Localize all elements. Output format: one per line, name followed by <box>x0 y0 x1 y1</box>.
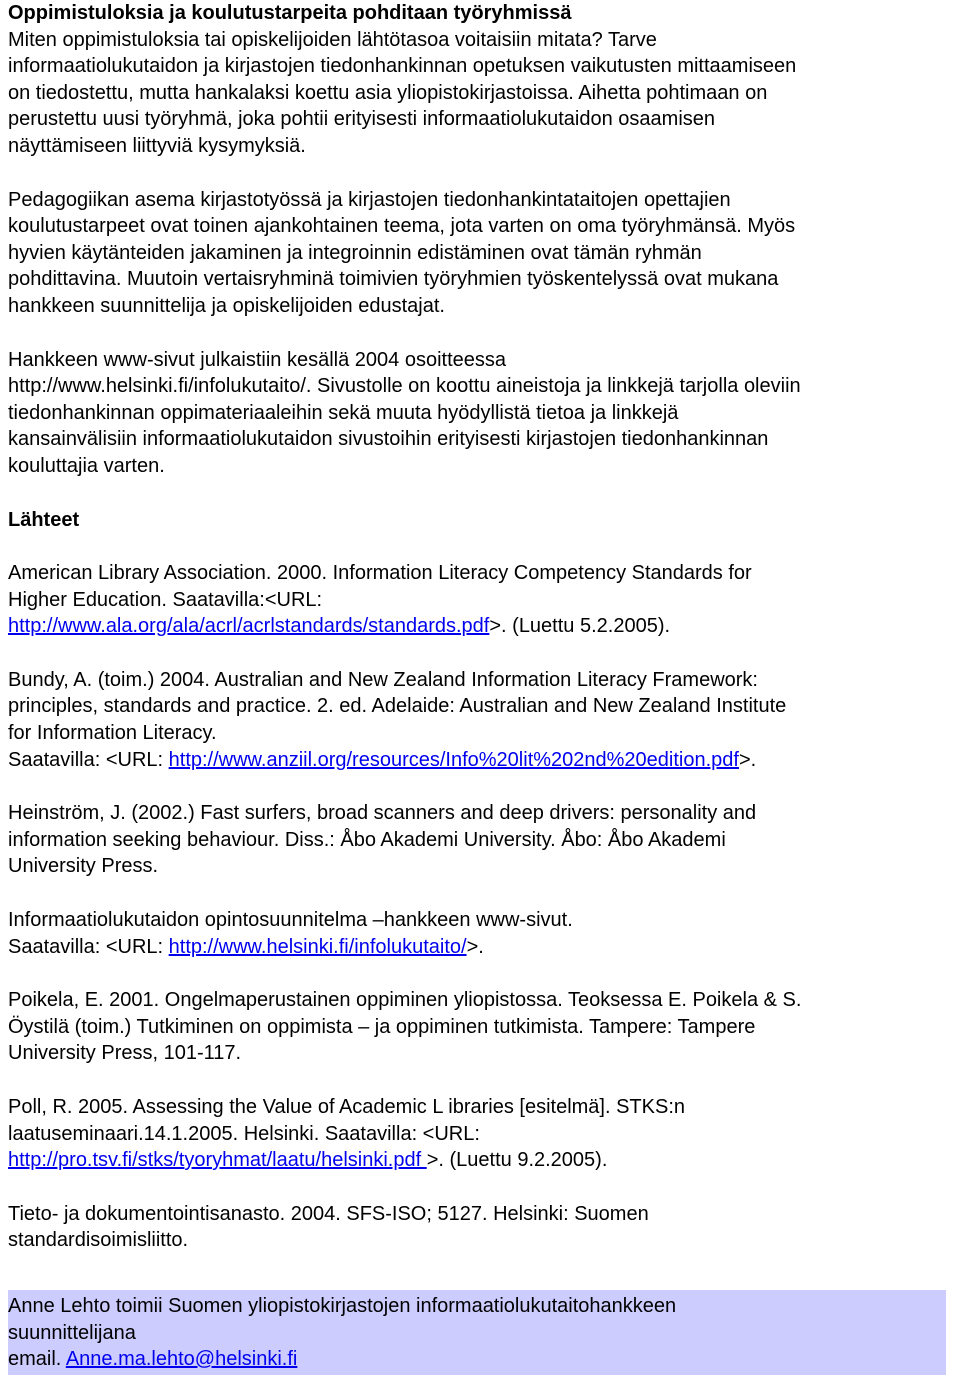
text-line: tiedonhankinnan oppimateriaaleihin sekä muuta hyödyllistä tietoa ja linkkejä <box>8 401 679 424</box>
text-line <box>8 747 952 774</box>
text-line: University Press, 101-117. <box>8 1042 242 1065</box>
email-link[interactable]: Anne.ma.lehto@helsinki.fi <box>65 1348 298 1371</box>
spacer <box>8 480 952 507</box>
paragraph-website <box>8 347 952 480</box>
spacer <box>8 880 952 907</box>
text-line: on tiedostettu, mutta hankalaksi koettu asia yliopistokirjastoissa. Aihetta pohtimaan on <box>8 81 768 104</box>
text-line: kouluttajia varten. <box>8 454 165 477</box>
text-line <box>8 613 952 640</box>
text-fragment: Saatavilla: <URL: <box>8 935 169 958</box>
stks-link[interactable]: http://pro.tsv.fi/stks/tyoryhmat/laatu/helsinki.pdf <box>8 1149 427 1172</box>
text-fragment: >. <box>466 935 484 958</box>
reference-ala <box>8 560 952 640</box>
text-fragment: >. <box>738 748 757 771</box>
author-line: Anne Lehto toimii Suomen yliopistokirjastojen informaatiolukutaitohankkeen <box>8 1295 677 1317</box>
ala-link[interactable]: http://www.ala.org/ala/acrl/acrlstandards/standards.pdf <box>8 615 490 638</box>
text-line: Poikela, E. 2001. Ongelmaperustainen oppiminen yliopistossa. Teoksessa E. Poikela & S. <box>8 989 802 1012</box>
author-email-line <box>8 1346 946 1373</box>
text-line: Öystilä (toim.) Tutkiminen on oppimista – ja oppiminen tutkimista. Tampere: Tampere <box>8 1015 756 1038</box>
paragraph-pedagogy <box>8 187 952 320</box>
text-fragment: >. (Luettu 9.2.2005). <box>426 1149 608 1172</box>
text-line: for Information Literacy. <box>8 722 217 745</box>
article-heading: Oppimistuloksia ja koulutustarpeita pohditaan työryhmissä <box>8 2 572 24</box>
text-line: näyttämiseen liittyviä kysymyksiä. <box>8 134 306 157</box>
text-line: Bundy, A. (toim.) 2004. Australian and New Zealand Information Literacy Framework: <box>8 668 758 691</box>
text-line: hyvien käytänteiden jakaminen ja integroinnin edistäminen ovat tämän ryhmän <box>8 241 702 264</box>
text-line: laatuseminaari.14.1.2005. Helsinki. Saatavilla: <URL: <box>8 1122 480 1145</box>
spacer <box>8 640 952 667</box>
text-line: Tieto- ja dokumentointisanasto. 2004. SFS-ISO; 5127. Helsinki: Suomen <box>8 1202 649 1225</box>
spacer <box>8 960 952 987</box>
author-info-box <box>8 1290 946 1375</box>
text-line: Hankkeen www-sivut julkaistiin kesällä 2004 osoitteessa <box>8 348 507 371</box>
text-line: information seeking behaviour. Diss.: Åbo Akademi University. Åbo: Åbo Akademi <box>8 828 726 851</box>
reference-poikela <box>8 987 952 1067</box>
text-fragment: Saatavilla: <URL: <box>8 748 169 771</box>
text-line: pohdittavina. Muutoin vertaisryhminä toimivien työryhmien työskentelyssä ovat mukana <box>8 268 779 291</box>
text-line: University Press. <box>8 855 159 878</box>
text-line: hankkeen suunnittelija ja opiskelijoiden edustajat. <box>8 294 445 317</box>
text-line: Pedagogiikan asema kirjastotyössä ja kirjastojen tiedonhankintataitojen opettajien <box>8 188 731 211</box>
spacer <box>8 773 952 800</box>
text-line: http://www.helsinki.fi/infolukutaito/. Sivustolle on koottu aineistoja ja linkkejä tarjolla oleviin <box>8 375 801 398</box>
text-line: koulutustarpeet ovat toinen ajankohtainen teema, jota varten on oma työryhmänsä. Myös <box>8 215 796 238</box>
text-line: standardisoimisliitto. <box>8 1229 189 1252</box>
author-line: suunnittelijana <box>8 1321 136 1344</box>
spacer <box>8 160 952 187</box>
text-line: American Library Association. 2000. Information Literacy Competency Standards for <box>8 562 752 585</box>
text-line: perustettu uusi työryhmä, joka pohtii erityisesti informaatiolukutaidon osaamisen <box>8 108 716 131</box>
reference-informaatiolukutaito <box>8 907 952 960</box>
reference-heinstrom <box>8 800 952 880</box>
text-line: principles, standards and practice. 2. ed. Adelaide: Australian and New Zealand Institute <box>8 695 787 718</box>
spacer <box>8 320 952 347</box>
reference-tieto <box>8 1201 952 1254</box>
reference-bundy <box>8 667 952 773</box>
paragraph-assessment <box>8 27 952 160</box>
text-line: Informaatiolukutaidon opintosuunnitelma –hankkeen www-sivut. <box>8 909 573 932</box>
text-line: Poll, R. 2005. Assessing the Value of Academic L ibraries [esitelmä]. STKS:n <box>8 1096 686 1118</box>
text-line <box>8 934 952 961</box>
anziil-link[interactable]: http://www.anziil.org/resources/Info%20lit%202nd%20edition.pdf <box>168 748 739 771</box>
reference-poll <box>8 1094 952 1174</box>
text-fragment: >. (Luettu 5.2.2005). <box>489 615 671 638</box>
infolukutaito-link[interactable]: http://www.helsinki.fi/infolukutaito/ <box>168 935 467 958</box>
text-line: kansainvälisiin informaatiolukutaidon sivustoihin erityisesti kirjastojen tiedonhankinnan <box>8 428 769 451</box>
text-line: informaatiolukutaidon ja kirjastojen tiedonhankinnan opetuksen vaikutusten mittaamiseen <box>8 55 797 78</box>
references-title: Lähteet <box>8 508 80 531</box>
text-line: Heinström, J. (2002.) Fast surfers, broad scanners and deep drivers: personality and <box>8 802 757 825</box>
spacer <box>8 533 952 560</box>
text-line: Higher Education. Saatavilla:<URL: <box>8 588 323 611</box>
text-line: Miten oppimistuloksia tai opiskelijoiden lähtötasoa voitaisiin mitata? Tarve <box>8 28 657 51</box>
spacer <box>8 1174 952 1201</box>
text-line <box>8 1147 952 1174</box>
spacer <box>8 1067 952 1094</box>
email-label: email. <box>8 1348 66 1371</box>
